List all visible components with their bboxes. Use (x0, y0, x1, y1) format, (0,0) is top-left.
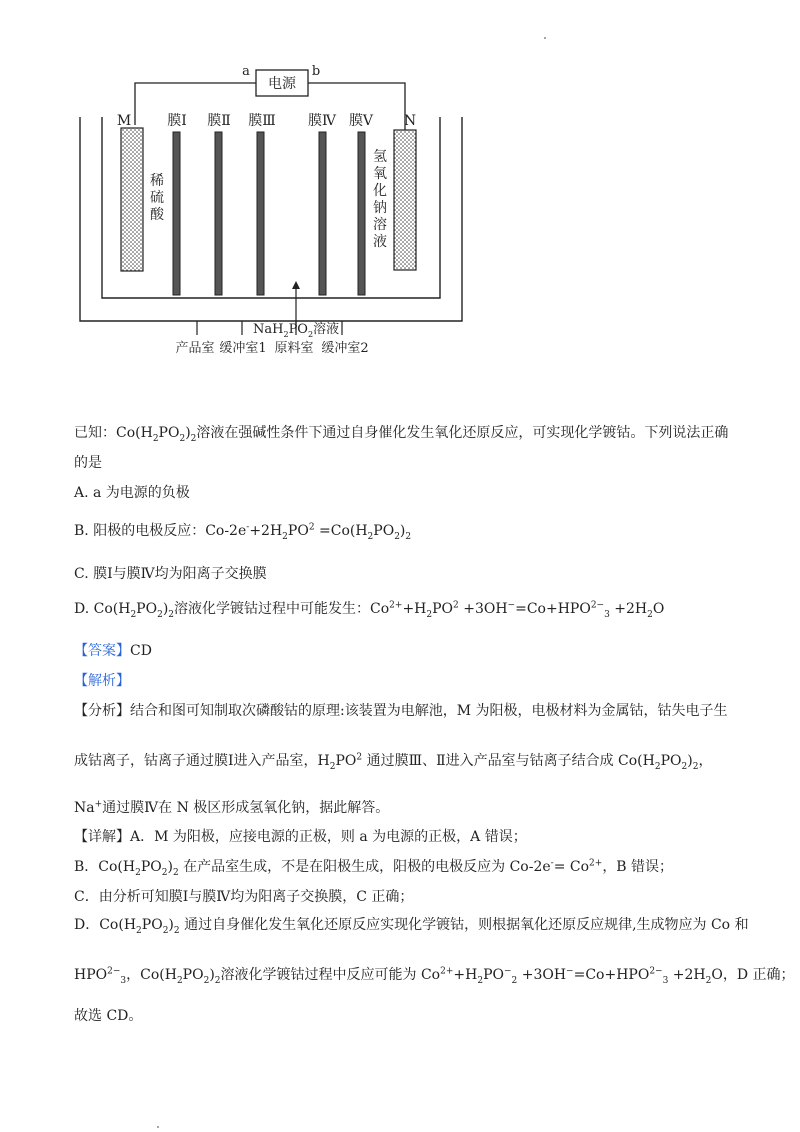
left-solution-char: 稀 (150, 173, 164, 189)
chamber-label-buffer1: 缓冲室1 (219, 341, 267, 356)
answer-line (74, 640, 152, 660)
feed-solution-label: $NaH_2PO_2$溶液 (253, 322, 340, 339)
option-b: B. 阳极的电极反应：$Co-2e^-+2H_2PO^2 =Co(H_2PO_2)_2$ (74, 522, 412, 542)
right-solution-char: 液 (373, 234, 387, 250)
right-solution-char: 氢 (373, 149, 387, 165)
electrode-m-label: M (116, 113, 132, 129)
terminal-b: b (311, 64, 321, 79)
fenxi-line3: Na+通过膜Ⅳ在 N 极区形成氢氧化钠，据此解答。 (74, 799, 390, 816)
detail-d-line2: $HPO^{2-}_3$，$Co(H_2PO_2)_2$溶液化学镀钴过程中反应可能为 $Co^{2+}+H_2PO^-_2 +3OH^-=Co+HPO^{2-}_3 +2H_2O$，D 正确； (74, 966, 795, 986)
electrode-n (394, 130, 416, 270)
feed-arrowhead (292, 281, 300, 289)
membrane-2-label: 膜Ⅱ (207, 113, 231, 129)
terminal-a: a (242, 64, 250, 79)
chamber-label-product: 产品室 (175, 341, 215, 356)
membrane-2 (215, 132, 222, 295)
question-stem-line1: 已知：$Co(H_2PO_2)_2$溶液在强碱性条件下通过自身催化发生氧化还原反应，可实现化学镀钴。下列说法正确 (74, 425, 729, 444)
membrane-5 (358, 132, 365, 295)
membrane-4 (319, 132, 326, 295)
detail-a: 【详解】A．M 为阳极，应接电源的正极，则 a 为电源的正极，A 错误； (74, 829, 527, 845)
electrode-n-label: N (403, 113, 417, 129)
membrane-3 (257, 132, 264, 295)
right-solution-char: 氧 (373, 166, 387, 182)
fenxi-line1: 【分析】结合和图可知制取次磷酸钴的原理:该装置为电解池，M 为阳极，电极材料为金属钴，钴失电子生 (74, 703, 728, 719)
option-d: D. $Co(H_2PO_2)_2$溶液化学镀钴过程中可能发生：$Co^{2+}+H_2PO^2 +3OH^-=Co+HPO^{2-}_3 +2H_2O$ (74, 600, 665, 620)
chamber-label-buffer2: 缓冲室2 (321, 341, 369, 356)
right-solution-char: 化 (373, 183, 387, 199)
analysis-label: 【解析】 (74, 673, 130, 689)
answer-value: CD (130, 643, 152, 659)
chamber-label-feed: 原料室 (274, 341, 314, 356)
stray-dot (544, 37, 546, 39)
membrane-1 (173, 132, 180, 295)
conclusion: 故选 CD。 (74, 1008, 143, 1024)
detail-d-line1: D．$Co(H_2PO_2)_2$ 通过自身催化发生氧化还原反应实现化学镀钴，则根据氧化还原反应规律,生成物应为 Co 和 (74, 917, 749, 936)
right-solution-char: 钠 (373, 200, 387, 216)
detail-b: B．$Co(H_2PO_2)_2$ 在产品室生成，不是在阳极生成，阳极的电极反应为 $Co-2e^-= Co^{2+}$，B 错误； (74, 858, 674, 878)
detail-c: C．由分析可知膜Ⅰ与膜Ⅳ均为阳离子交换膜，C 正确； (74, 889, 414, 905)
fenxi-line2: 成钴离子，钴离子通过膜Ⅰ进入产品室，$H_2PO^2$ 通过膜Ⅲ、Ⅱ进入产品室与钴离子结合成 $Co(H_2PO_2)_2$， (74, 752, 713, 772)
option-a: A. a 为电源的负极 (74, 485, 190, 501)
wire-left (135, 83, 256, 125)
question-stem-line2: 的是 (74, 455, 102, 471)
stray-dot (157, 1126, 159, 1128)
right-solution-char: 溶 (373, 217, 387, 233)
electrolysis-diagram (60, 55, 480, 360)
membrane-4-label: 膜Ⅳ (308, 113, 336, 129)
membrane-5-label: 膜Ⅴ (348, 113, 374, 129)
answer-label: 【答案】 (74, 643, 130, 659)
left-solution-char: 酸 (150, 207, 164, 223)
membrane-3-label: 膜Ⅲ (248, 113, 276, 129)
electrode-m (121, 128, 143, 271)
left-solution-char: 硫 (150, 190, 164, 206)
power-source-label: 电源 (268, 76, 296, 92)
option-c: C. 膜Ⅰ与膜Ⅳ均为阳离子交换膜 (74, 566, 267, 582)
membrane-1-label: 膜Ⅰ (167, 113, 187, 129)
